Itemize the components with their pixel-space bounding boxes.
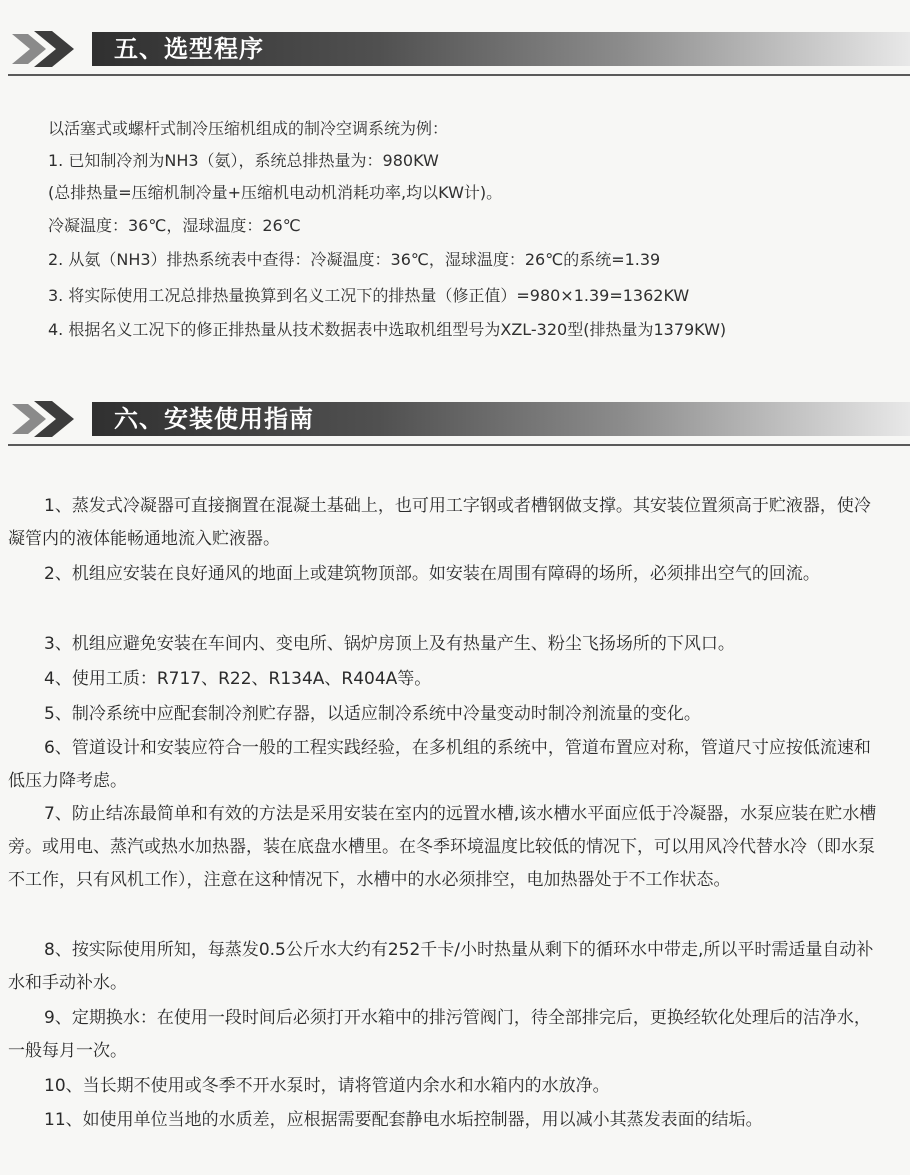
- double-chevron-right-icon: [12, 28, 82, 70]
- selection-step-1-line: 1. 已知制冷剂为NH3（氨），系统总排热量为：980KW: [48, 151, 439, 170]
- guide-item-2: 2、机组应安装在良好通风的地面上或建筑物顶部。如安装在周围有障碍的场所，必须排出空气的回流。: [44, 564, 820, 584]
- double-chevron-right-icon: [12, 398, 82, 440]
- section-6-header: [0, 390, 910, 448]
- guide-item-4: 4、使用工质：R717、R22、R134A、R404A等。: [44, 669, 432, 689]
- selection-temperature-line: 冷凝温度：36℃，湿球温度：26℃: [48, 216, 301, 235]
- section-6-title: 六、安装使用指南: [114, 405, 314, 433]
- guide-item-6: 6、管道设计和安装应符合一般的工程实践经验，在多机组的系统中，管道布置应对称，管道尺寸应按低流速和低压力降考虑。: [8, 738, 871, 791]
- guide-item-8: 8、按实际使用所知，每蒸发0.5公斤水大约有252千卡/小时热量从剩下的循环水中带走,所以平时需适量自动补水和手动补水。: [8, 940, 874, 993]
- selection-intro-line: 以活塞式或螺杆式制冷压缩机组成的制冷空调系统为例：: [48, 119, 449, 138]
- guide-item-1: 1、蒸发式冷凝器可直接搁置在混凝土基础上，也可用工字钢或者槽钢做支撑。其安装位置须高于贮液器，使冷凝管内的液体能畅通地流入贮液器。: [8, 496, 871, 549]
- section-5-title: 五、选型程序: [114, 35, 264, 63]
- guide-item-9: 9、定期换水：在使用一段时间后必须打开水箱中的排污管阀门，待全部排完后，更换经软化处理后的洁净水，一般每月一次。: [8, 1008, 871, 1061]
- section-5-title-bar: [92, 32, 910, 66]
- selection-step-2-line: 2. 从氨（NH3）排热系统表中查得：冷凝温度：36℃，湿球温度：26℃的系统=1.39: [48, 250, 661, 269]
- selection-step-3-line: 3. 将实际使用工况总排热量换算到名义工况下的排热量（修正值）=980×1.39=1362KW: [48, 286, 690, 305]
- guide-item-3: 3、机组应避免安装在车间内、变电所、锅炉房顶上及有热量产生、粉尘飞扬场所的下风口。: [44, 634, 735, 654]
- guide-item-10: 10、当长期不使用或冬季不开水泵时，请将管道内余水和水箱内的水放净。: [44, 1076, 610, 1096]
- guide-item-7: 7、防止结冻最简单和有效的方法是采用安装在室内的远置水槽,该水槽水平面应低于冷凝器，水泵应装在贮水槽旁。或用电、蒸汽或热水加热器，装在底盘水槽里。在冬季环境温度比较低的情况下，可以用风冷代替水冷（即水泵不工作，只有风机工作），注意在这种情况下，水槽中的水必须排空，电加热器处于不工作状态。: [8, 804, 877, 890]
- guide-item-11: 11、如使用单位当地的水质差，应根据需要配套静电水垢控制器，用以减小其蒸发表面的结垢。: [44, 1110, 763, 1130]
- selection-step-4-line: 4. 根据名义工况下的修正排热量从技术数据表中选取机组型号为XZL-320型(排热量为1379KW): [48, 320, 727, 339]
- section-5-divider: [8, 74, 910, 76]
- section-5-header: [0, 20, 910, 78]
- section-6-divider: [8, 444, 910, 446]
- selection-step-1-note-line: (总排热量=压缩机制冷量+压缩机电动机消耗功率,均以KW计)。: [48, 183, 503, 202]
- section-6-title-bar: [92, 402, 910, 436]
- guide-item-5: 5、制冷系统中应配套制冷剂贮存器，以适应制冷系统中冷量变动时制冷剂流量的变化。: [44, 704, 701, 724]
